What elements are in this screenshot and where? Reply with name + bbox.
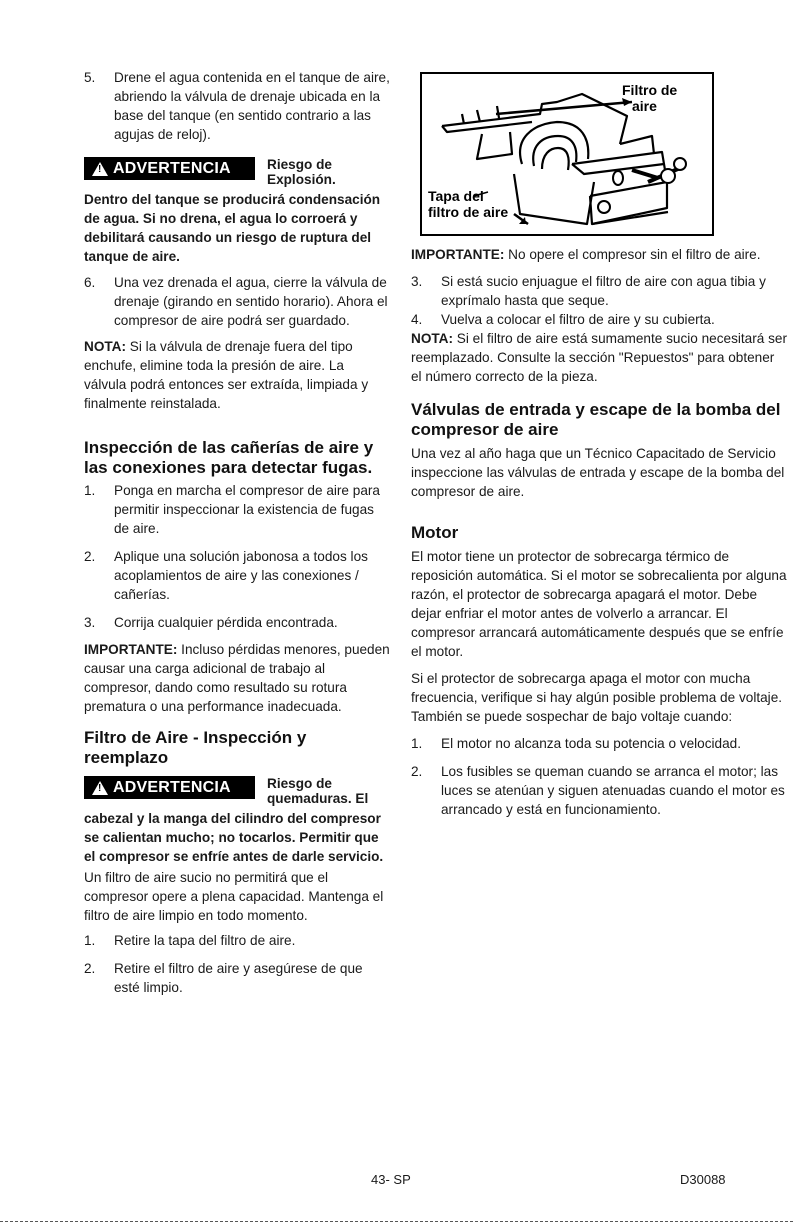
list-item: 2. Retire el filtro de aire y asegúrese de que esté limpio. (84, 961, 363, 995)
warning-burns-text: cabezal y la manga del cilindro del compresor se calientan mucho; no tocarlos. Permitir que el compresor se enfríe antes de darle servicio. (84, 811, 384, 864)
warning-badge: ! ADVERTENCIA (84, 157, 255, 180)
warning-triangle-icon: ! (92, 162, 108, 176)
heading-air-filter: Filtro de Aire - Inspección y reemplazo (84, 728, 307, 767)
step-number: 6. (84, 275, 96, 290)
label-air-filter: Filtro de aire (622, 82, 678, 114)
warning-triangle-icon: ! (92, 781, 108, 795)
step-text: Drene el agua contenida en el tanque de aire, abriendo la válvula de drenaje ubicada en la base del tanque (en sentido contrario a las agujas de reloj). (114, 70, 390, 142)
filter-paragraph: Un filtro de aire sucio no permitirá que el compresor opere a plena capacidad. Mantenga el filtro de aire limpio en todo momento. (84, 870, 384, 923)
left-column (84, 68, 390, 997)
list-item: 1. Retire la tapa del filtro de aire. (84, 933, 296, 948)
motor-paragraph-1: El motor tiene un protector de sobrecarga térmico de reposición automática. Si el motor se sobrecalienta por alguna razón, el protector de sobrecarga apagará el motor. Debe dejar enfriar el motor antes de volverlo a arrancar. El compresor arrancará automáticamente después que se enfríe el motor. (411, 549, 787, 659)
list-item: 1. Ponga en marcha el compresor de aire para permitir inspeccionar la existencia de fugas de aire. (84, 483, 380, 536)
motor-steps-list (411, 734, 787, 819)
list-item: 2. Aplique una solución jabonosa a todos los acoplamientos de aire y las conexiones / cañerías. (84, 549, 368, 602)
warning-side-text: Riesgo de Explosión. (267, 157, 336, 187)
motor-paragraph-2: Si el protector de sobrecarga apaga el motor con mucha frecuencia, verifique si hay algún posible problema de voltaje. También se puede sospechar de bajo voltaje cuando: (411, 671, 783, 724)
list-item: 3. Corrija cualquier pérdida encontrada. (84, 615, 338, 630)
bottom-divider (0, 1221, 793, 1222)
list-item: 2. Los fusibles se queman cuando se arranca el motor; las luces se atenúan y siguen atenuadas cuando el motor es arrancado y está en funcionamiento. (411, 764, 785, 817)
step-number: 5. (84, 70, 96, 85)
note-drain-valve: NOTA: Si la válvula de drenaje fuera del tipo enchufe, elimine toda la presión de aire. La válvula podrá entonces ser extraída, limpiada y finalmente reinstalada. (84, 339, 369, 411)
warning-explosion (84, 157, 390, 187)
note-filter-replace: NOTA: Si el filtro de aire está sumamente sucio necesitará ser reemplazado. Consulte la sección "Repuestos" para obtener el número correcto de la pieza. (411, 331, 787, 384)
leak-steps-list (84, 481, 390, 632)
step-text: Una vez drenada el agua, cierre la válvula de drenaje (girando en sentido horario). Ahora el compresor de aire podrá ser guardado. (114, 275, 388, 328)
filter-steps-continued (411, 272, 787, 329)
document-code: D30088 (680, 1172, 726, 1187)
heading-motor: Motor (411, 523, 459, 542)
air-filter-illustration (420, 72, 714, 236)
drain-step-5 (84, 68, 390, 144)
filter-steps-list (84, 931, 390, 997)
list-item: 1. El motor no alcanza toda su potencia o velocidad. (411, 736, 742, 751)
close-valve-step-6 (84, 273, 390, 330)
warning-side-text: Riesgo de quemaduras. El (267, 776, 369, 806)
warning-burns (84, 776, 390, 806)
page-number: 43- SP (371, 1172, 411, 1187)
heading-valves: Válvulas de entrada y escape de la bomba del compresor de aire (411, 400, 781, 439)
important-no-filter: IMPORTANTE: No opere el compresor sin el filtro de aire. (411, 247, 761, 262)
list-item: 4. Vuelva a colocar el filtro de aire y su cubierta. (411, 312, 715, 327)
warning-badge: ! ADVERTENCIA (84, 776, 255, 799)
important-leaks: IMPORTANTE: Incluso pérdidas menores, pueden causar una carga adicional de trabajo al compresor, dando como resultado su rotura prematura o una performance inadecuada. (84, 642, 390, 714)
right-column (411, 245, 787, 819)
heading-leak-inspection: Inspección de las cañerías de aire y las conexiones para detectar fugas. (84, 438, 374, 477)
label-filter-cover: Tapa del filtro de aire (428, 188, 509, 220)
valves-paragraph: Una vez al año haga que un Técnico Capacitado de Servicio inspeccione las válvulas de entrada y escape de la bomba del compresor de aire. (411, 446, 785, 499)
warning-explosion-text: Dentro del tanque se producirá condensación de agua. Si no drena, el agua lo corroerá y debilitará causando un riesgo de ruptura del tanque de aire. (84, 192, 381, 264)
list-item: 3. Si está sucio enjuague el filtro de aire con agua tibia y exprímalo hasta que seque. (411, 274, 766, 308)
